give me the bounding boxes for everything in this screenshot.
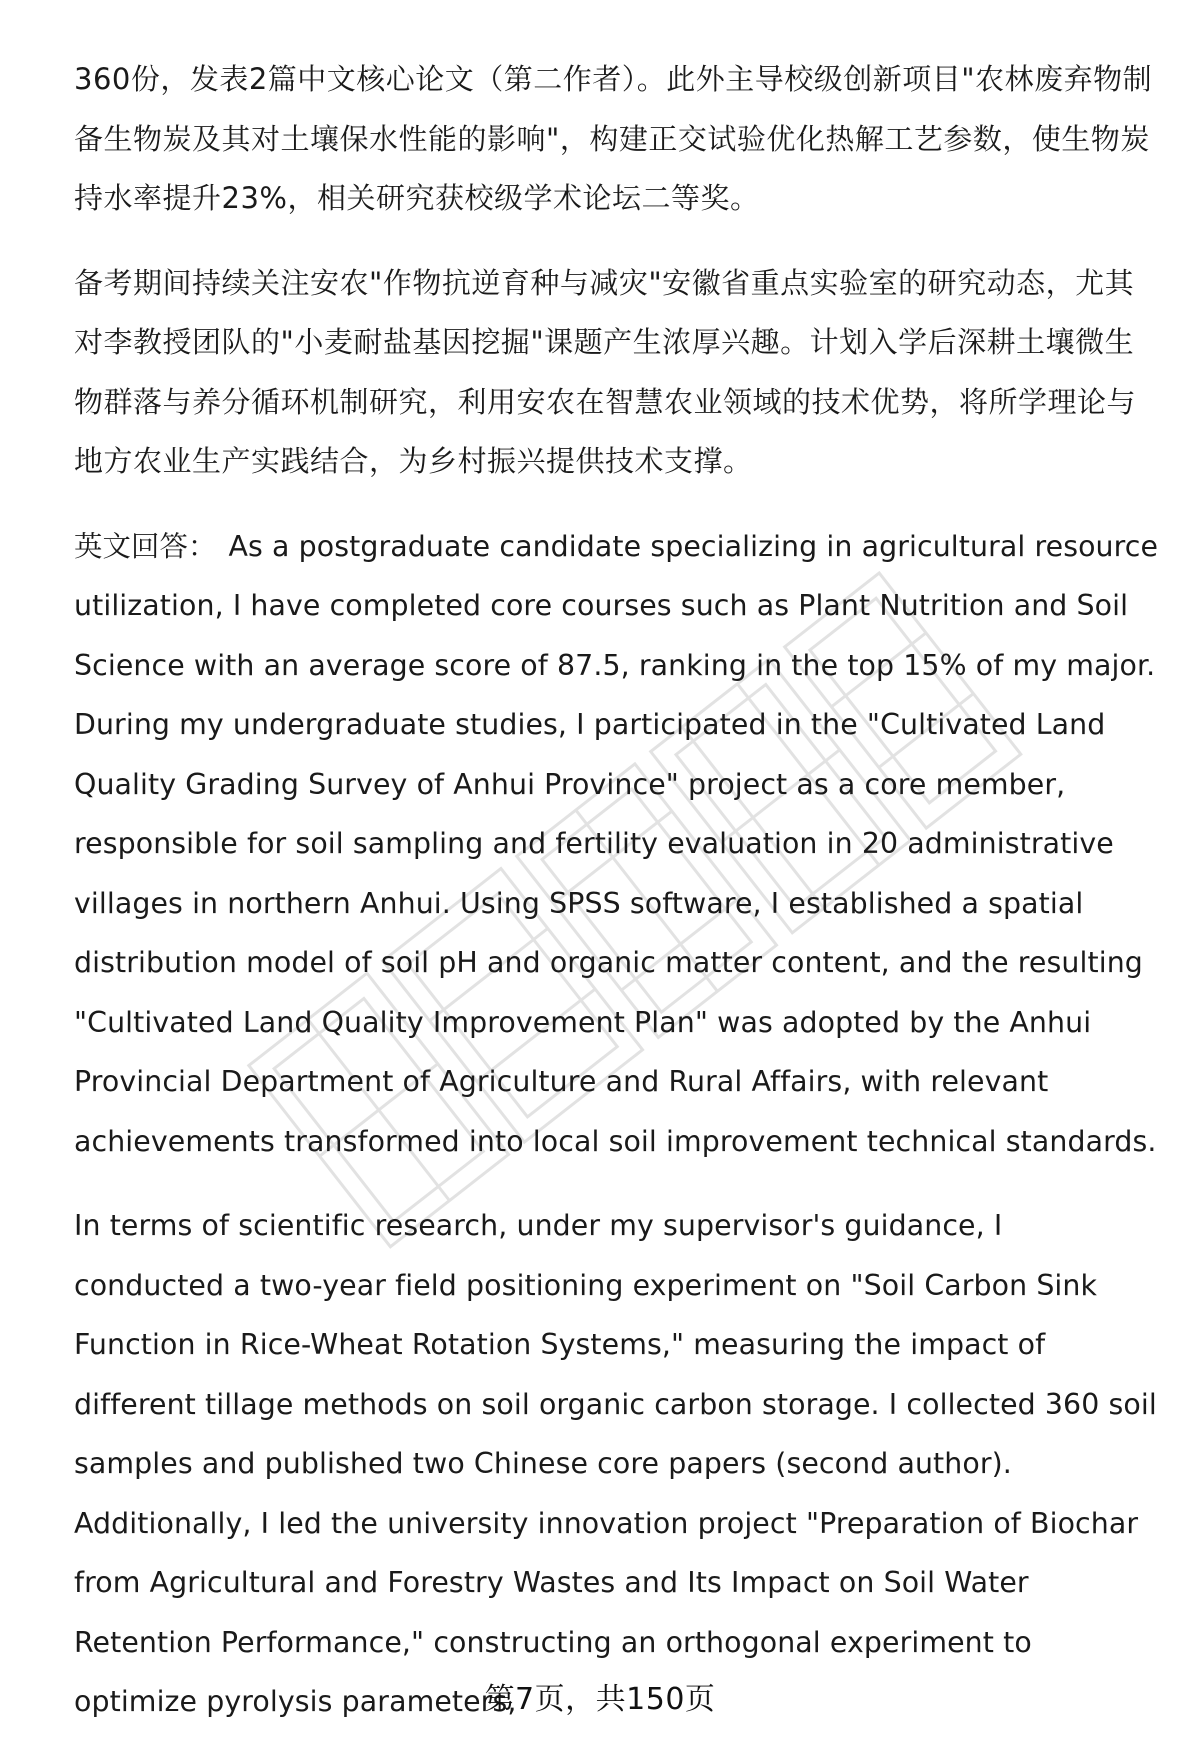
paragraph-3 (74, 517, 1160, 1172)
paragraph-3-text: As a postgraduate candidate specializing in agricultural resource utilization, I have completed core courses such as Plant Nutrition and Soil Science with an average score of 87.5, ranking in the top 15% of my major. During my undergraduate studies, I participated in the "Cultivated Land Quality Grading Survey of Anhui Province" project as a core member, responsible for soil sampling and fertility evaluation in 20 administrative villages in northern Anhui. Using SPSS software, I established a spatial distribution model of soil pH and organic matter content, and the resulting "Cultivated Land Quality Improvement Plan" was adopted by the Anhui Provincial Department of Agriculture and Rural Affairs, with relevant achievements transformed into local soil improvement technical standards. (74, 529, 1159, 1158)
page-number-footer: 第7页，共150页 (484, 1682, 716, 1717)
paragraph-4: In terms of scientific research, under my supervisor's guidance, I conducted a two-year field positioning experiment on "Soil Carbon Sink Function in Rice-Wheat Rotation Systems," measuring the impact of different tillage methods on soil organic carbon storage. I collected 360 soil samples and published two Chinese core papers (second author). Additionally, I led the university innovation project "Preparation of Biochar from Agricultural and Forestry Wastes and Its Impact on Soil Water Retention Performance," constructing an orthogonal experiment to optimize pyrolysis parameters, (74, 1209, 1157, 1718)
document-body (74, 50, 1160, 1732)
paragraph-2: 备考期间持续关注安农"作物抗逆育种与减灾"安徽省重点实验室的研究动态，尤其对李教授团队的"小麦耐盐基因挖掘"课题产生浓厚兴趣。计划入学后深耕土壤微生物群落与养分循环机制研究，利用安农在智慧农业领域的技术优势，将所学理论与地方农业生产实践结合，为乡村振兴提供技术支撑。 (74, 265, 1137, 478)
paragraph-1: 360份，发表2篇中文核心论文（第二作者）。此外主导校级创新项目"农林废弃物制备生物炭及其对土壤保水性能的影响"，构建正交试验优化热解工艺参数，使生物炭持水率提升23%，相关研究获校级学术论坛二等奖。 (74, 62, 1153, 215)
english-answer-label: 英文回答： (74, 529, 217, 563)
